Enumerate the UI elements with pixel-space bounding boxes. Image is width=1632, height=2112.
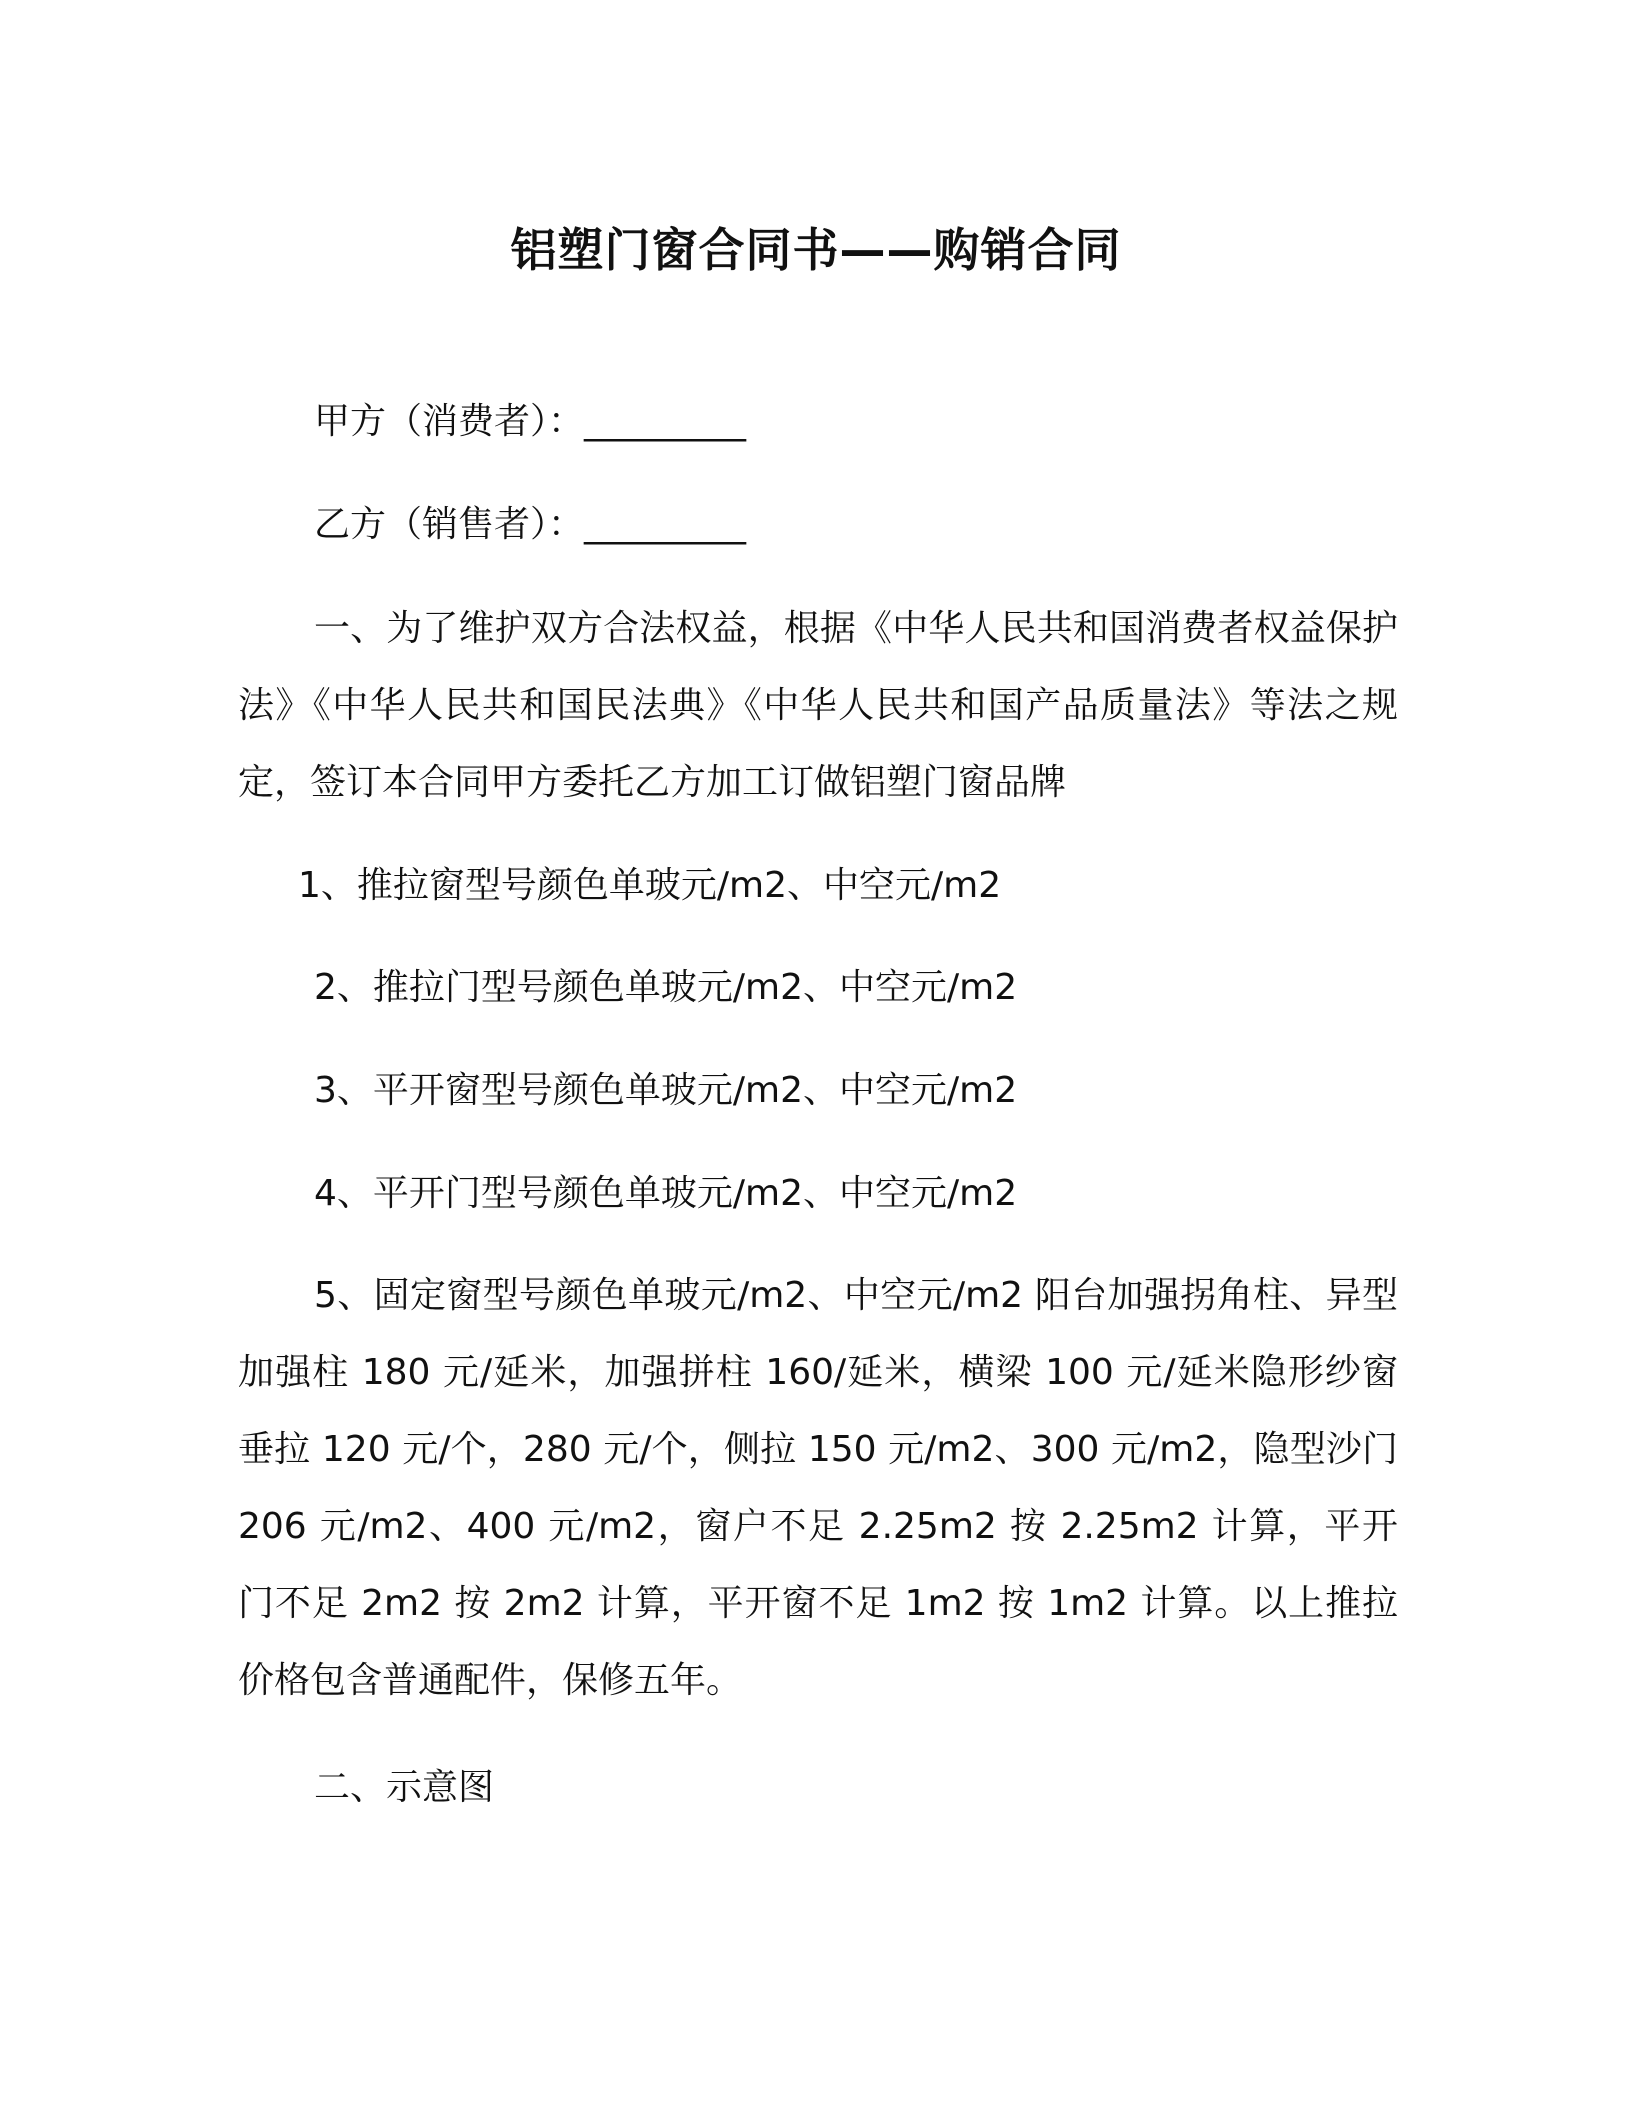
party-b-line: 乙方（销售者）：_________ (314, 504, 747, 545)
section-two-heading: 二、示意图 (314, 1767, 495, 1808)
list-item: 3、平开窗型号颜色单玻元/m2、中空元/m2 (314, 1070, 1018, 1111)
party-a-line: 甲方（消费者）：_________ (314, 401, 747, 442)
list-item: 2、推拉门型号颜色单玻元/m2、中空元/m2 (314, 967, 1018, 1008)
item-five-paragraph: 5、固定窗型号颜色单玻元/m2、中空元/m2 阳台加强拐角柱、异型加强柱 180 元/延米，加强拼柱 160/延米，横梁 100 元/延米隐形纱窗垂拉 120 元/个，280 元/个，侧拉 150 元/m2、300 元/m2，隐型沙门 206 元/m2、400 元/m2，窗户不足 2.25m2 按 2.25m2 计算，平开门不足 2m2 按 2m2 计算，平开窗不足 1m2 按 1m2 计算。以上推拉价格包含普通配件，保修五年。 (238, 1275, 1398, 1701)
document-title: 铝塑门窗合同书——购销合同 (510, 223, 1122, 277)
section-one-paragraph: 一、为了维护双方合法权益，根据《中华人民共和国消费者权益保护法》《中华人民共和国民法典》《中华人民共和国产品质量法》等法之规定，签订本合同甲方委托乙方加工订做铝塑门窗品牌 (238, 608, 1398, 803)
list-item: 1、推拉窗型号颜色单玻元/m2、中空元/m2 (298, 865, 1002, 906)
list-item: 4、平开门型号颜色单玻元/m2、中空元/m2 (314, 1173, 1018, 1214)
